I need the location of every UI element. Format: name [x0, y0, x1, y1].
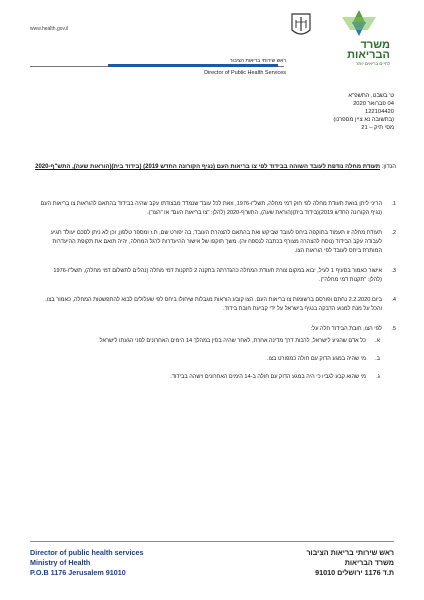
footer-he-ministry: משרד הבריאות — [344, 558, 394, 567]
list-item — [40, 296, 396, 314]
item-text: תעודת מחלה זו תעמוד בתוקפה ביחס לעובד שביקש ואת בהתאם להצהרת העובד, בה יפורט שם, ת.ז ומספר טלפון, וכן לא ניתן לסכם יעולד תגיע לעבודה עקב הבידוד (נוסח להצהרה מצורף בכתבה לנספח זה). משך תוקפו של אישור ההיעדרות לרגל המחלה, יהיה תואם את תקופת ההיעדרות המותרת ביחס לעובד לפי הוראות הצו. — [50, 230, 382, 254]
item-text: הריני ליתן בזאת תעודת מחלה לפי חוק דמי מחלה, תשל"ו-1976, וזאת לכל עובד שנמדד מבצודתו עקב שהיה בבידוד בהתאם להוראות צו בריאות העם (נגיף הקורונה החדש 2019)(בידוד בית)(הוראת שעה), התש"ף-2020 (להלן: "צו בריאות העם" או "הצו"). — [40, 201, 382, 216]
letter-subject — [28, 163, 396, 171]
item-number: 4. — [391, 297, 396, 303]
header-accent-bar — [108, 64, 278, 67]
logo-line-2: הבריאות — [347, 49, 390, 61]
item-number: 3. — [391, 268, 396, 274]
sub-item-text: מי שהיה במגע הדוק עם חולה כמפורט בצו. — [266, 356, 366, 362]
item-text: ביום 2.2.2020 נחתם ופורסם ברשומות צו בריאות העם. הצו קובע הוראות מגבלות שיחולו ביחס לפי שעלולים לבוא להתפשטות המחלה, כאמור בצו, והכל על מנת למנוע הדבקה בנגיף בישראל על ידי קביעת חובת בידוד. — [45, 297, 382, 312]
list-item — [40, 200, 396, 218]
item-text: אישור כאמור בסעיף 1 לעיל, יבוא במקום צורת תעודת המחלה כהגדרתה בתקנה 2 לתקנות דמי מחלה (נהלים לתשלום דמי מחלה), תשל"ו-1976 (להלן: "תקנות דמי מחלה"). — [53, 268, 382, 283]
footer-he-title: ראש שירותי בריאות הציבור — [306, 548, 394, 557]
subject-text: תעודת מחלה נודפת לעובד השוהה בבידוד לפי צו בריאות העם (נגיף הקורונה החדש 2019) (בידוד בית)(הוראות שעה), התש"ף-2020 — [35, 164, 381, 170]
footer-en-ministry: Ministry of Health — [30, 558, 91, 567]
sub-item-text: כל אדם שהגיע לישראל, לרבות דרך מדינה אחרת, לאחר שהיה בסין במהלך 14 הימים האחרונים לפני הגעתו לישראל. — [98, 338, 366, 344]
hebrew-date: ט' בשבט, התשפ"א — [348, 93, 394, 99]
sub-item — [40, 355, 396, 364]
item-number: 2. — [391, 230, 396, 236]
letter-body — [40, 200, 396, 391]
footer-hebrew — [306, 548, 394, 578]
sub-item-letter: א. — [374, 338, 380, 344]
ministry-logo-text — [347, 40, 390, 66]
item-text: לפי הצו, חובת הבידוד חלה על: — [310, 326, 382, 332]
footer-he-address: ת.ד 1176 ירושלים 91010 — [315, 568, 394, 577]
reply-note: (בתשובה נא ציין מספרנו) — [333, 117, 394, 123]
letter-meta — [333, 92, 394, 132]
logo-tagline: לחיים בריאים יותר — [355, 61, 390, 66]
department-english: Director of Public Health Services — [204, 70, 286, 76]
item-number: 5. — [391, 326, 396, 332]
list-item — [40, 267, 396, 285]
sub-item-letter: ג. — [376, 374, 380, 380]
sub-item — [40, 337, 396, 346]
footer-en-address: P.O.B 1176 Jerusalem 91010 — [30, 568, 126, 577]
file-number: מסי תיק – 21 — [361, 125, 394, 131]
footer-en-title: Director of public health services — [30, 548, 144, 557]
list-item — [40, 325, 396, 334]
subject-label: הנדון: — [381, 164, 396, 170]
logo-line-1: משרד — [360, 39, 390, 51]
sub-item-text: מי שהוא קבע לגביו כי היה במגע הדוק עם חולה ב-14 הימים האחרונים וישהה בבידוד. — [170, 374, 366, 380]
footer-divider — [30, 541, 394, 542]
department-hebrew: ראש שירותי בריאות הציבור — [229, 58, 286, 64]
website-url: www.health.gov.il — [30, 26, 69, 32]
sub-item — [40, 373, 396, 382]
sub-item-letter: ב. — [375, 356, 380, 362]
footer-english — [30, 548, 143, 578]
reference-number: 122104420 — [364, 109, 394, 115]
gregorian-date: 04 פברואר 2020 — [353, 101, 394, 107]
list-item — [40, 229, 396, 256]
state-emblem-icon — [290, 12, 312, 38]
ministry-logo-icon — [336, 8, 382, 38]
item-number: 1. — [391, 201, 396, 207]
